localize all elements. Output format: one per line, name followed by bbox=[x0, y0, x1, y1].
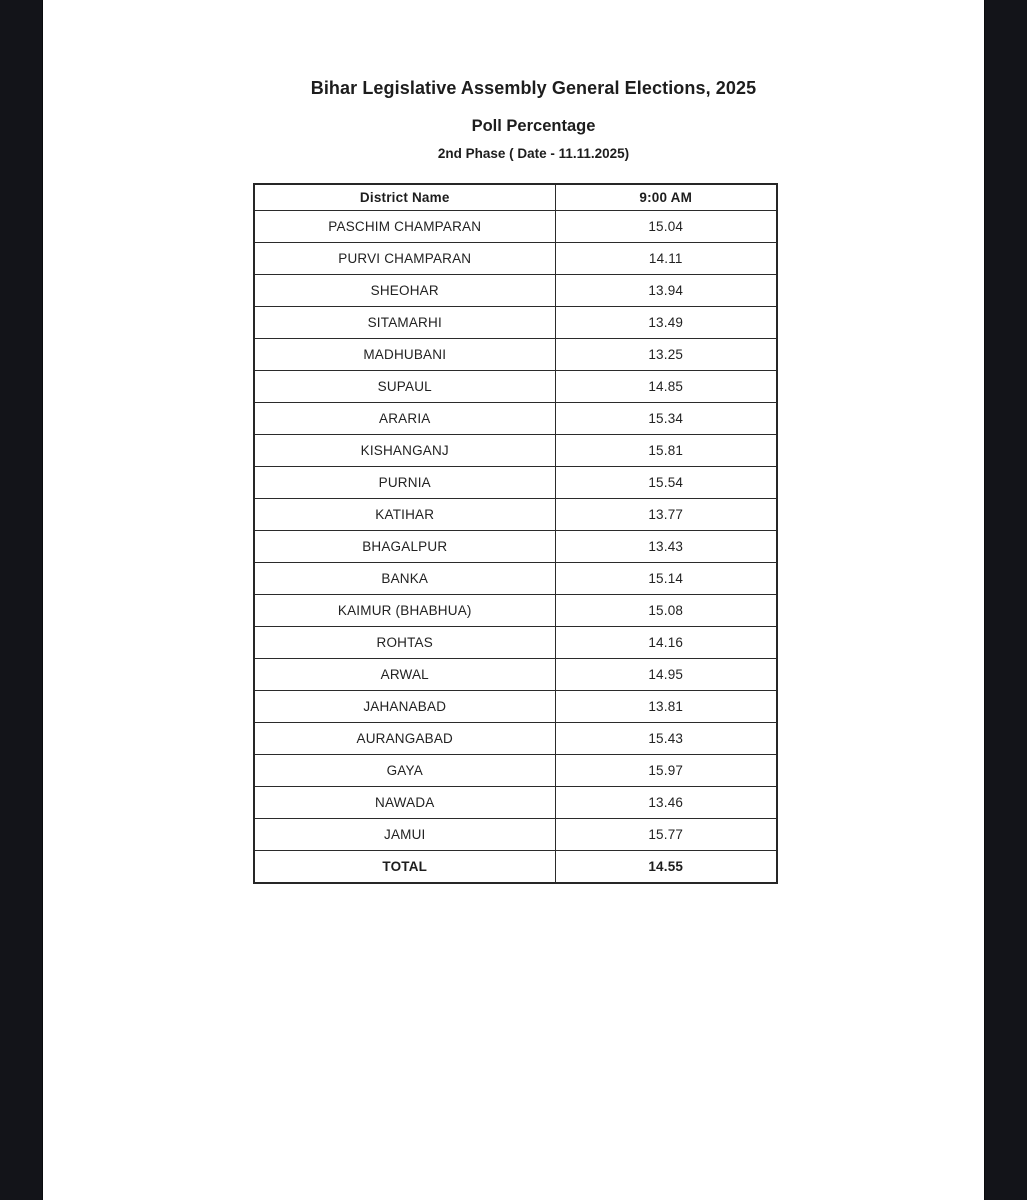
document-phase-date: 2nd Phase ( Date - 11.11.2025) bbox=[437, 146, 630, 161]
table-row bbox=[254, 531, 777, 563]
poll-value-cell: 14.11 bbox=[555, 243, 777, 275]
district-name-cell: ROHTAS bbox=[254, 627, 555, 659]
district-name-cell: JAMUI bbox=[254, 819, 555, 851]
district-name-cell: KISHANGANJ bbox=[254, 435, 555, 467]
table-row bbox=[254, 819, 777, 851]
district-name-cell: AURANGABAD bbox=[254, 723, 555, 755]
poll-value-cell: 13.94 bbox=[555, 275, 777, 307]
table-row bbox=[254, 627, 777, 659]
poll-value-cell: 13.77 bbox=[555, 499, 777, 531]
table-row bbox=[254, 723, 777, 755]
poll-value-cell: 15.34 bbox=[555, 403, 777, 435]
district-name-cell: SITAMARHI bbox=[254, 307, 555, 339]
district-name-cell: ARARIA bbox=[254, 403, 555, 435]
table-row bbox=[254, 371, 777, 403]
poll-value-cell: 13.46 bbox=[555, 787, 777, 819]
table-row bbox=[254, 211, 777, 243]
table-row bbox=[254, 659, 777, 691]
district-name-cell: PASCHIM CHAMPARAN bbox=[254, 211, 555, 243]
poll-value-cell: 13.43 bbox=[555, 531, 777, 563]
poll-value-cell: 15.08 bbox=[555, 595, 777, 627]
table-row bbox=[254, 243, 777, 275]
district-name-cell: JAHANABAD bbox=[254, 691, 555, 723]
poll-value-cell: 15.81 bbox=[555, 435, 777, 467]
table-row bbox=[254, 467, 777, 499]
document-subtitle: Poll Percentage bbox=[471, 117, 596, 135]
district-name-cell: KAIMUR (BHABHUA) bbox=[254, 595, 555, 627]
district-name-cell: GAYA bbox=[254, 755, 555, 787]
district-name-cell: TOTAL bbox=[254, 851, 555, 884]
district-name-cell: MADHUBANI bbox=[254, 339, 555, 371]
poll-value-cell: 14.16 bbox=[555, 627, 777, 659]
poll-value-cell: 13.49 bbox=[555, 307, 777, 339]
table-header-row bbox=[254, 184, 777, 211]
district-name-cell: PURNIA bbox=[254, 467, 555, 499]
poll-value-cell: 14.55 bbox=[555, 851, 777, 884]
poll-value-cell: 15.04 bbox=[555, 211, 777, 243]
table-row bbox=[254, 499, 777, 531]
poll-percentage-table bbox=[253, 183, 778, 884]
document-page bbox=[43, 0, 984, 1200]
poll-value-cell: 13.81 bbox=[555, 691, 777, 723]
district-name-cell: NAWADA bbox=[254, 787, 555, 819]
table-row bbox=[254, 595, 777, 627]
district-name-cell: BHAGALPUR bbox=[254, 531, 555, 563]
poll-value-cell: 14.95 bbox=[555, 659, 777, 691]
table-row bbox=[254, 339, 777, 371]
table-body bbox=[254, 211, 777, 884]
table-row bbox=[254, 403, 777, 435]
district-name-cell: SHEOHAR bbox=[254, 275, 555, 307]
table-row bbox=[254, 307, 777, 339]
poll-value-cell: 15.43 bbox=[555, 723, 777, 755]
district-name-cell: ARWAL bbox=[254, 659, 555, 691]
table-total-row bbox=[254, 851, 777, 884]
column-header-time: 9:00 AM bbox=[555, 184, 777, 211]
table-row bbox=[254, 275, 777, 307]
poll-value-cell: 15.14 bbox=[555, 563, 777, 595]
table-row bbox=[254, 755, 777, 787]
poll-value-cell: 15.54 bbox=[555, 467, 777, 499]
table-row bbox=[254, 435, 777, 467]
poll-value-cell: 15.77 bbox=[555, 819, 777, 851]
district-name-cell: BANKA bbox=[254, 563, 555, 595]
table-row bbox=[254, 563, 777, 595]
poll-value-cell: 14.85 bbox=[555, 371, 777, 403]
table-row bbox=[254, 691, 777, 723]
table-row bbox=[254, 787, 777, 819]
district-name-cell: PURVI CHAMPARAN bbox=[254, 243, 555, 275]
district-name-cell: KATIHAR bbox=[254, 499, 555, 531]
poll-value-cell: 13.25 bbox=[555, 339, 777, 371]
document-title: Bihar Legislative Assembly General Elections, 2025 bbox=[310, 78, 757, 98]
district-name-cell: SUPAUL bbox=[254, 371, 555, 403]
column-header-district-name: District Name bbox=[254, 184, 555, 211]
poll-value-cell: 15.97 bbox=[555, 755, 777, 787]
